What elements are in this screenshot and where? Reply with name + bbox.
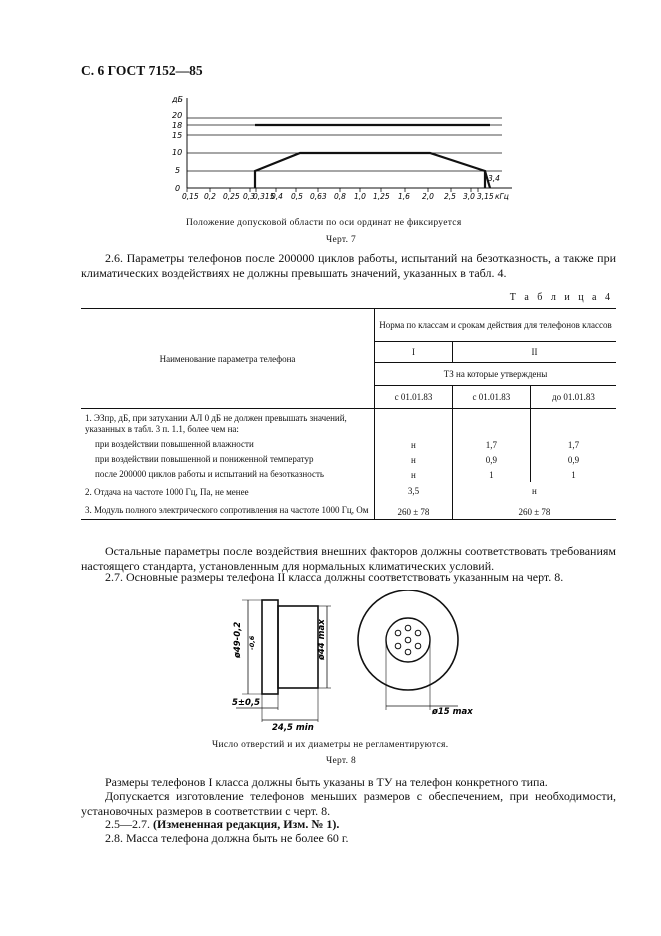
row-1-title: 1. ЭЗпр, дБ, при затухании АЛ 0 дБ не должен превышать значений, указанных в табл. 3 п. 1.1, более чем на: [85,413,347,434]
row-1b-v1: н [375,452,453,467]
row-1b-text: при воздействии повышенной и пониженной температур [95,454,314,464]
row-1a-v3: 1,7 [530,437,616,452]
dim-24-5: 24,5 min [272,723,314,733]
col-header-name: Наименование параметра телефона [81,309,375,409]
col-header-class2: II [452,342,616,363]
drawing-8-label: Черт. 8 [326,756,357,766]
row-2-v1: 3,5 [375,482,453,500]
flange [262,600,278,694]
x-tick-13: 2,5 [444,192,456,201]
chart-7 [150,92,520,202]
front-outer-circle [358,590,458,690]
row-3-v23: 260 ± 78 [452,500,616,520]
paragraph-allowed: Допускается изготовление телефонов меньших размеров с обеспечением, при необходимости, установочных размеров в соответствии с черт. 8. [81,789,616,818]
y-unit-label: дБ [172,95,184,104]
table-4 [81,308,616,520]
row-1b-v3: 0,9 [530,452,616,467]
row-3-v1: 260 ± 78 [375,500,453,520]
dim-inner: ø44 max [317,619,327,660]
dim-15: ø15 max [432,707,473,717]
dim-outer: ø49-0,2 [233,621,243,658]
col-header-date2: с 01.01.83 [452,386,530,409]
y-tick-10: 10 [172,148,183,157]
row-1c-v2: 1 [452,467,530,482]
col-header-norm: Норма по классам и срокам действия для телефонов классов [375,309,617,342]
x-tick-10: 1,25 [373,192,390,201]
x-tick-2: 0,25 [223,192,240,201]
col-header-date3: до 01.01.83 [530,386,616,409]
row-1a-v1: н [375,437,453,452]
row-1a-text: при воздействии повышенной влажности [95,439,254,449]
y-tick-20: 20 [172,111,183,120]
row-3-text: 3. Модуль полного электрического сопротивления на частоте 1000 Гц, Ом [85,505,369,515]
changed-num: 2.5—2.7. [105,817,150,831]
x-tick-12: 2,0 [422,192,434,201]
x-tick-9: 1,0 [354,192,366,201]
paragraph-2-8: 2.8. Масса телефона должна быть не более 60 г. [105,831,349,845]
x-tick-0: 0,15 [182,192,199,201]
y-tick-15: 15 [172,131,183,140]
table-4-title: Т а б л и ц а 4 [509,292,613,303]
changed-note: (Измененная редакция, Изм. № 1). [153,817,340,831]
row-1c-text: после 200000 циклов работы и испытаний на безотказность [95,469,324,479]
x-tick-8: 0,8 [334,192,346,201]
y-tick-5: 5 [175,166,181,175]
x-tick-4: 0,315 [253,192,275,201]
paragraph-rest: Остальные параметры после воздействия внешних факторов должны соответствовать требованиям настоящего стандарта, установленным для нормальных климатических условий. [81,544,616,573]
body [278,606,318,688]
col-header-tu: ТЗ на которые утверждены [375,363,617,386]
x-tick-11: 1,6 [398,192,410,201]
page-header: С. 6 ГОСТ 7152—85 [81,63,203,78]
x-tick-14: 3,0 [463,192,475,201]
paragraph-sizes: Размеры телефонов I класса должны быть указаны в ТУ на телефон конкретного типа. [105,775,548,789]
x-tick-15: 3,15 [477,192,494,201]
lower-limit-line [255,153,485,188]
y-tick-18: 18 [172,121,183,130]
row-1b-v2: 0,9 [452,452,530,467]
front-inner-circle [386,618,430,662]
row-1a-v2: 1,7 [452,437,530,452]
x-tick-1: 0,2 [204,192,216,201]
dim-outer-tolerance: -0,6 [248,635,256,650]
drawing-8-caption: Число отверстий и их диаметры не регламентируются. [212,740,449,750]
x-tick-5: 0,4 [271,192,283,201]
col-header-class1: I [375,342,453,363]
row-1c-v3: 1 [530,467,616,482]
drawing-8 [210,590,480,735]
dim-5: 5±0,5 [232,698,261,708]
paragraph-2-6: 2.6. Параметры телефонов после 200000 циклов работы, испытаний на безотказность, а также при климатических воздействиях не должны превышать значений, указанных в табл. 4. [81,251,616,280]
paragraph-2-7: 2.7. Основные размеры телефона II класса должны соответствовать указанным на черт. 8. [105,570,564,584]
x-tick-7: 0,63 [310,192,327,201]
y-tick-0: 0 [175,184,181,193]
x-tick-6: 0,5 [291,192,303,201]
row-2-text: 2. Отдача на частоте 1000 Гц, Па, не менее [85,487,249,497]
chart-7-label: Черт. 7 [326,235,357,245]
row-1c-v1: н [375,467,453,482]
paragraph-changed [81,817,616,832]
chart-7-caption: Положение допусковой области по оси ординат не фиксируется [186,218,462,228]
x-tick-3: 0,3 [243,192,255,201]
row-2-v23: н [452,482,616,500]
annotation-3-4: 3,4 [488,174,500,183]
col-header-date1: с 01.01.83 [375,386,453,409]
x-unit-label: кГц [495,192,509,201]
